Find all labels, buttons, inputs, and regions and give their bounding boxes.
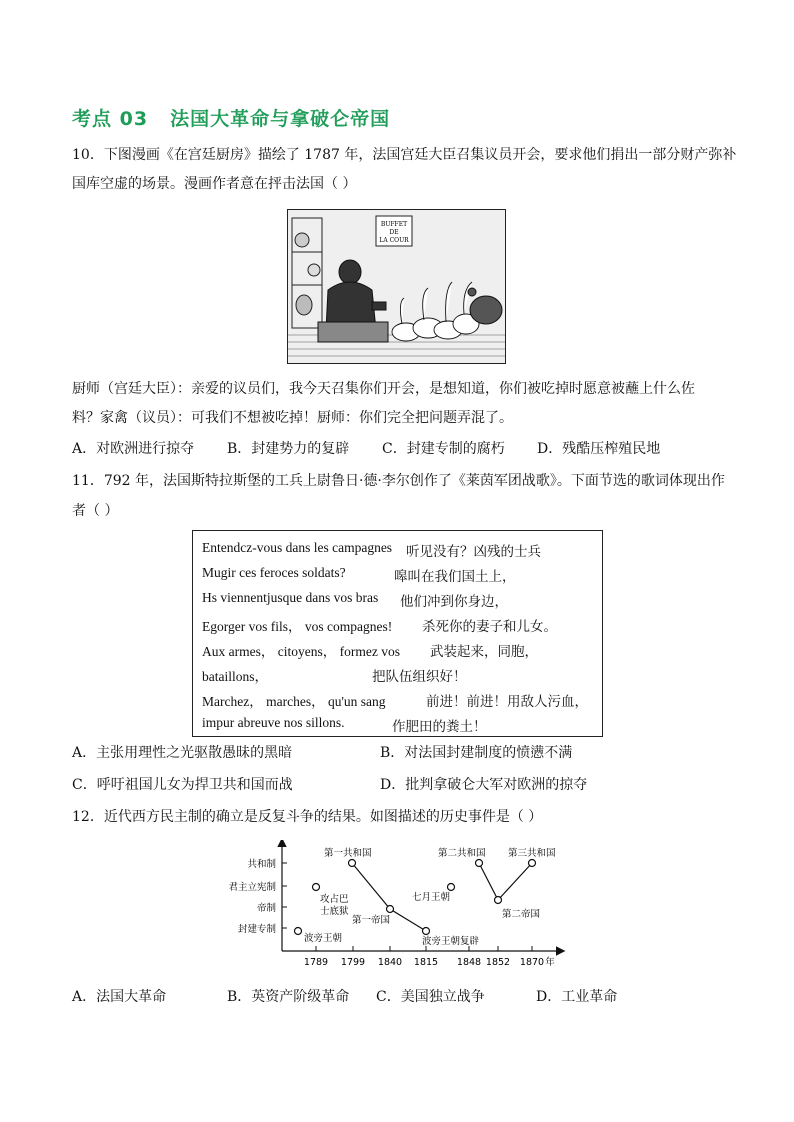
q11-option-d[interactable]: D．批判拿破仑大军对欧洲的掠夺 [380, 777, 588, 793]
label-restoration: 波旁王朝复辟 [422, 936, 480, 947]
lyric-zh: 嗥叫在我们国土上， [394, 569, 516, 584]
q10-stem-line1: 10．下图漫画《在宫廷厨房》描绘了 1787 年，法国宫廷大臣召集议员开会，要求他们捐出一部分财产弥补 [72, 147, 737, 163]
section-name: 法国大革命与拿破仑帝国 [170, 108, 391, 130]
y-label-republic: 共和制 [247, 859, 276, 870]
section-code: 考点 03 [72, 108, 149, 130]
x-tick: 1799 [340, 957, 366, 968]
x-tick: 1848 [456, 957, 482, 968]
point-first-republic [349, 860, 356, 867]
lyric-fr: impur abreuve nos sillons. [202, 715, 345, 730]
q10-option-c[interactable]: C．封建专制的腐朽 [382, 441, 505, 457]
cartoon-sign-line2: DE [389, 229, 399, 236]
x-tick: 1870 [519, 957, 545, 968]
label-first-empire: 第一帝国 [352, 915, 391, 926]
lyric-fr: bataillons， [202, 669, 268, 684]
q12-stem: 12．近代西方民主制的确立是反复斗争的结果。如图描述的历史事件是（ ） [72, 809, 543, 825]
label-first-republic: 第一共和国 [324, 848, 372, 859]
point-second-republic [476, 860, 483, 867]
point-third-republic [529, 860, 536, 867]
y-label-constitutional: 君主立宪制 [228, 882, 276, 893]
x-tick: 1852 [485, 957, 511, 968]
lyric-zh: 前进！前进！用敌人污血， [426, 694, 588, 709]
label-bastille-2: 士底狱 [320, 906, 349, 917]
label-third-republic: 第三共和国 [508, 848, 556, 859]
label-second-republic: 第二共和国 [438, 848, 486, 859]
label-bourbon: 波旁王朝 [304, 933, 343, 944]
x-tick: 1789 [303, 957, 329, 968]
lyric-zh: 杀死你的妻子和儿女。 [422, 619, 557, 634]
q11-option-b[interactable]: B．对法国封建制度的愤懑不满 [380, 745, 573, 761]
q12-timeline-chart [218, 840, 578, 970]
point-first-empire [387, 906, 394, 913]
lyric-fr: Hs viennentjusque dans vos bras [202, 590, 379, 605]
q12-option-a[interactable]: A．法国大革命 [72, 989, 167, 1005]
x-unit: 年 [545, 957, 555, 968]
q11-option-a[interactable]: A．主张用理性之光驱散愚昧的黑暗 [72, 745, 293, 761]
lyric-zh: 他们冲到你身边， [400, 594, 508, 609]
q12-option-d[interactable]: D．工业革命 [536, 989, 618, 1005]
line-second-to-third-republic [479, 863, 532, 900]
q10-cartoon [287, 209, 506, 364]
lyric-fr: Marchez， marches， qu'un sang [202, 694, 386, 709]
x-tick: 1840 [377, 957, 403, 968]
label-july-monarchy: 七月王朝 [412, 892, 451, 903]
point-restoration [423, 928, 430, 935]
q11-lyrics-box [192, 530, 603, 737]
q10-stem-line2: 国库空虚的场景。漫画作者意在抨击法国（ ） [72, 176, 357, 192]
label-bastille-1: 攻占巴 [320, 894, 349, 905]
lyric-zh: 武装起来，同胞， [430, 644, 538, 659]
lyric-fr: Aux armes， citoyens， formez vos [202, 644, 400, 659]
q10-dialog-line2: 料？家禽（议员）：可我们不想被吃掉！厨师：你们完全把问题弄混了。 [72, 410, 513, 426]
lyric-fr: Egorger vos fils， vos compagnes! [202, 619, 393, 634]
cartoon-sign-line3: LA COUR [379, 237, 409, 244]
q10-option-a[interactable]: A．对欧洲进行掠夺 [72, 441, 195, 457]
q11-stem-line2: 者（ ） [72, 503, 119, 519]
lyric-fr: Entendcz-vous dans les campagnes [202, 540, 393, 555]
point-bourbon [295, 928, 302, 935]
x-tick: 1815 [413, 957, 439, 968]
label-second-empire: 第二帝国 [502, 909, 541, 920]
lyric-zh: 听见没有？凶残的士兵 [406, 544, 541, 559]
point-second-empire [495, 897, 502, 904]
q11-option-c[interactable]: C．呼吁祖国儿女为捍卫共和国而战 [72, 777, 293, 793]
cartoon-illustration [288, 210, 505, 363]
lyric-zh: 作肥田的粪土！ [392, 719, 487, 734]
q10-option-b[interactable]: B．封建势力的复辟 [227, 441, 350, 457]
point-bastille [313, 884, 320, 891]
q12-option-b[interactable]: B．英资产阶级革命 [227, 989, 350, 1005]
y-label-absolutism: 封建专制 [237, 924, 276, 935]
lyric-zh: 把队伍组织好！ [372, 669, 467, 684]
q11-stem-line1: 11．792 年，法国斯特拉斯堡的工兵上尉鲁日·德·李尔创作了《莱茵军团战歌》。下面节选的歌词体现出作 [72, 473, 725, 489]
y-label-empire: 帝制 [256, 903, 276, 914]
cartoon-sign-line1: BUFFET [380, 221, 408, 228]
section-title [72, 104, 390, 131]
q10-option-d[interactable]: D．残酷压榨殖民地 [537, 441, 661, 457]
point-july-monarchy [448, 884, 455, 891]
q10-dialog-line1: 厨师（宫廷大臣）：亲爱的议员们，我今天召集你们开会，是想知道，你们被吃掉时愿意被蘸上什么佐 [72, 381, 695, 397]
q12-option-c[interactable]: C．美国独立战争 [376, 989, 485, 1005]
timeline-svg [218, 840, 578, 970]
lyric-fr: Mugir ces feroces soldats? [202, 565, 346, 580]
